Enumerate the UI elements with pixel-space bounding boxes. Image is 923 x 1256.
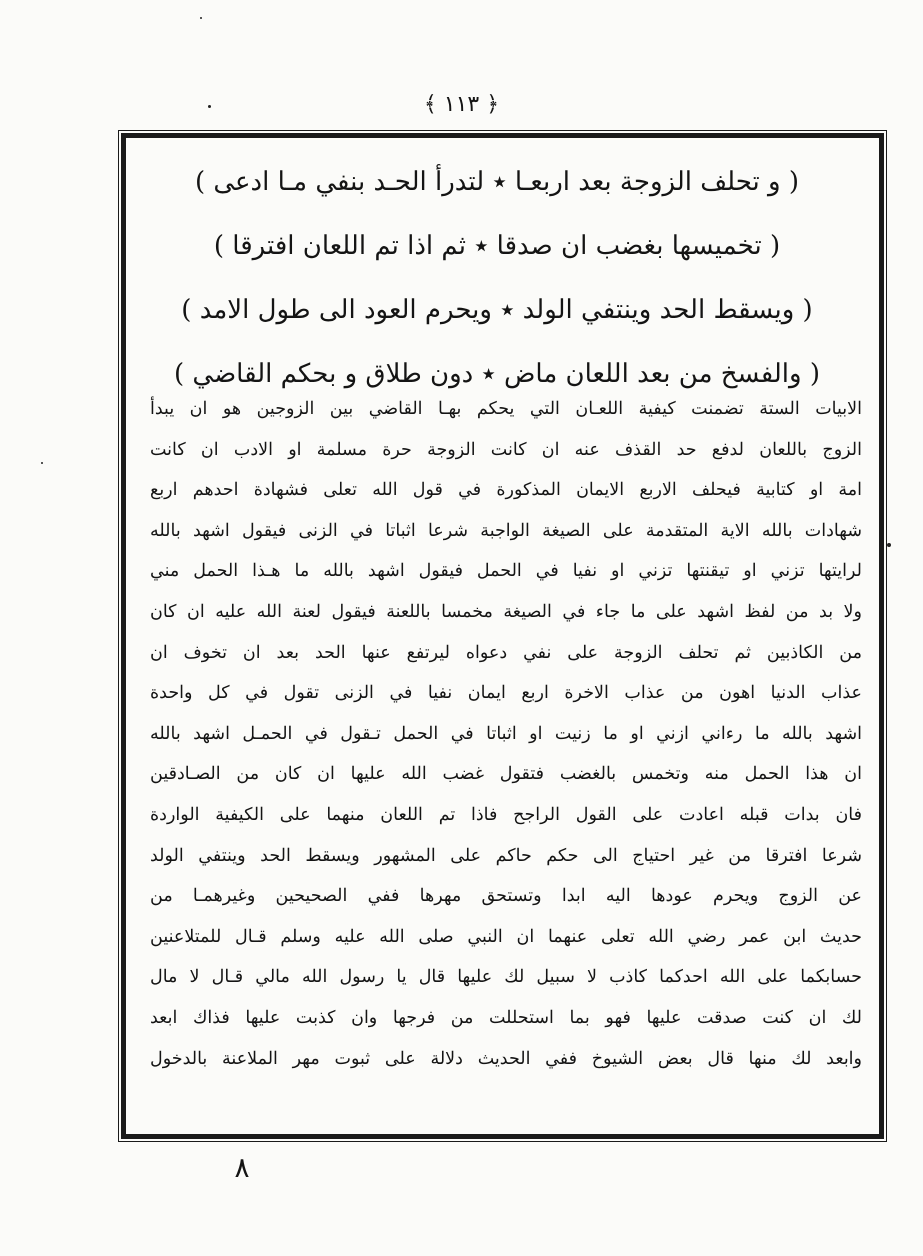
paper-speck bbox=[887, 543, 891, 547]
text-line: وابعد لك منها قال بعض الشيوخ ففي الحديث دلالة على ثبوت مهر الملاعنة بالدخول bbox=[150, 1048, 862, 1069]
poem-verse: ( والفسخ من بعد اللعان ماض ٭ دون طلاق و بحكم القاضي ) bbox=[173, 359, 820, 389]
text-line: حسابكما على الله احدكما كاذب لا سبيل لك عليها قال يا رسول الله مالي قـال لا مال bbox=[150, 967, 862, 988]
commentary-text bbox=[150, 389, 862, 1079]
text-line: حديث ابن عمر رضي الله تعلى عنهما ان النبي صلى الله عليه وسلم قـال للمتلاعنين bbox=[150, 926, 862, 947]
text-line: شرعا افترقا من غير احتياج الى حكم حاكم على المشهور ويسقط الحد وينتفي الولد bbox=[150, 845, 862, 866]
text-line: عذاب الدنيا اهون من عذاب الاخرة اربع ايمان نفيا في الزنى تقول في كل واحدة bbox=[150, 683, 862, 704]
text-line: اشهد بالله ما رءاني ازني او ما زنيت او اثباتا في الحمل تـقول في الحمـل اشهد بالله bbox=[150, 723, 862, 744]
text-line: لرايتها تزني او تيقنتها تزني او نفيا في الحمل فيقول اشهد بالله ما هـذا الحمل مني bbox=[150, 561, 862, 582]
poem-block bbox=[152, 150, 842, 406]
text-line: الابيات الستة تضمنت كيفية اللعـان التي يحكم بهـا القاضي بين الزوجين هو ان يبدأ bbox=[150, 399, 862, 419]
text-line: الزوج باللعان لدفع حد القذف عنه ان كانت الزوجة حرة مسلمة او الادب ان كانت bbox=[150, 439, 862, 460]
poem-verse: ( تخميسها بغضب ان صدقا ٭ ثم اذا تم اللعان افترقا ) bbox=[213, 231, 781, 261]
poem-verse: ( و تحلف الزوجة بعد اربعـا ٭ لتدرأ الحـد بنفي مـا ادعى ) bbox=[194, 167, 800, 197]
text-line: ولا بد من لفظ اشهد على ما جاء في الصيغة مخمسا باللعنة فيقول لعنة الله عليه ان كان bbox=[150, 601, 862, 622]
text-line: من الكاذبين ثم تحلف الزوجة على نفي دعواه ليرتفع عنها الحد بعد ان تخوف ان bbox=[150, 642, 862, 663]
paper-speck bbox=[200, 17, 202, 19]
paper-speck bbox=[41, 462, 43, 464]
poem-verse: ( ويسقط الحد وينتفي الولد ٭ ويحرم العود الى طول الامد ) bbox=[181, 295, 813, 325]
text-line: فان بدات قبله اعادت على القول الراجح فاذا تم اللعان منهما على الكيفية الواردة bbox=[150, 804, 862, 825]
text-line: لك ان كنت صدقت عليها فهو بما استحللت من فرجها وان كذبت عليها فذاك ابعد bbox=[150, 1007, 862, 1028]
page-number: ﴾ ١١٣ ﴿ bbox=[423, 92, 500, 117]
text-line: عن الزوج ويحرم عودها اليه ابدا وتستحق مهرها ففي الصحيحين وغيرهمـا من bbox=[150, 886, 862, 907]
text-line: ان هذا الحمل منه وتخمس بالغضب فتقول غضب الله عليها ان كان من الصـادقين bbox=[150, 764, 862, 785]
signature-mark: ٨ bbox=[234, 1151, 250, 1184]
text-line: شهادات بالله الاية المتقدمة على الصيغة الواجبة شرعا اثباتا في الزنى فيقول اشهد بالله bbox=[150, 520, 862, 541]
text-line: امة او كتابية فيحلف الاربع الايمان المذكورة في قول الله تعلى فشهادة احدهم اربع bbox=[150, 480, 862, 501]
